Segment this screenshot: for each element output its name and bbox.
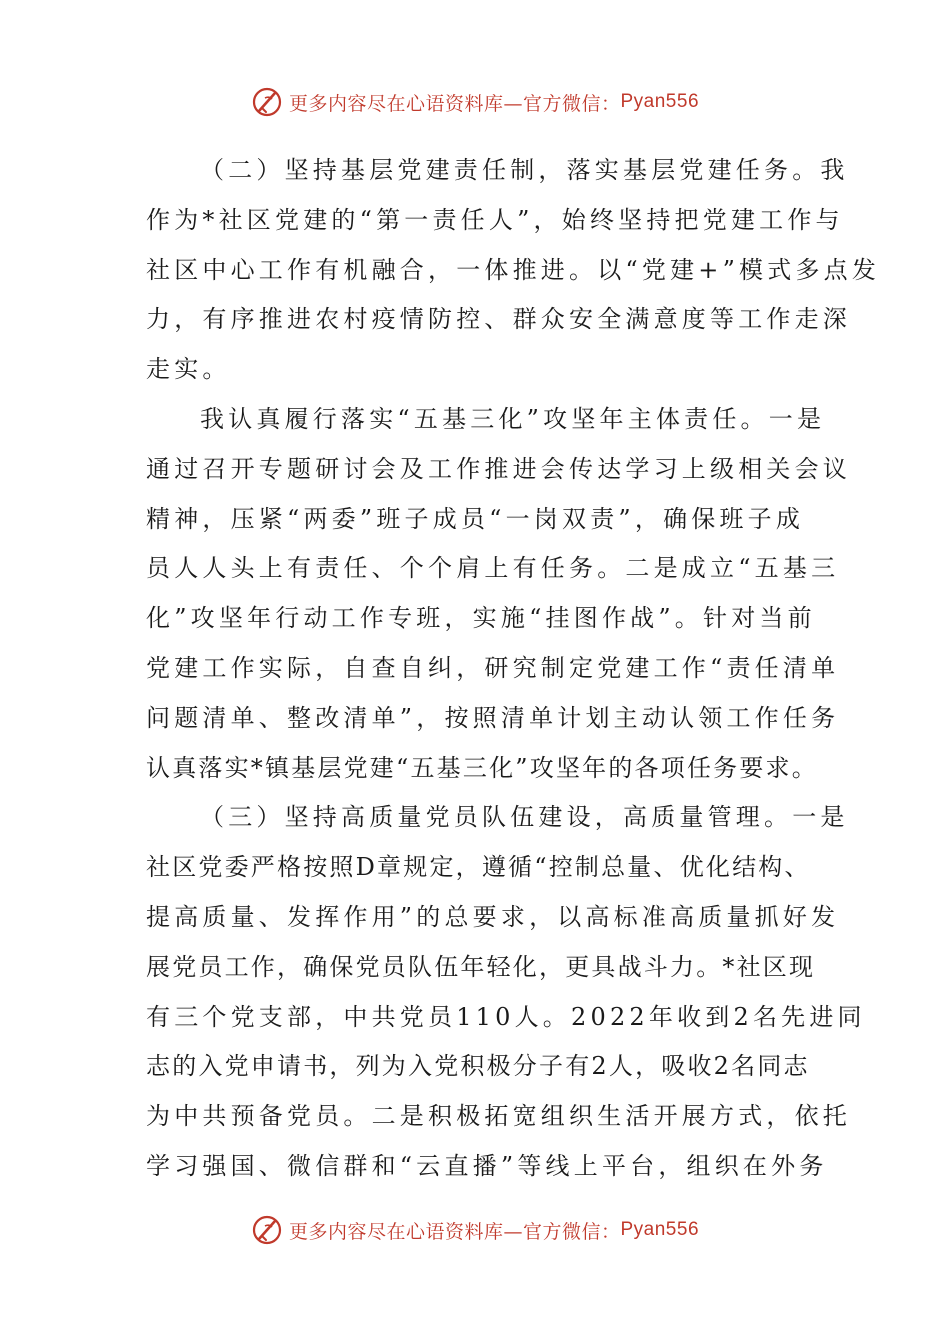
text-line: 社区党委严格按照D章规定，遵循“控制总量、优化结构、 <box>146 853 811 882</box>
header-watermark <box>0 82 950 122</box>
text-line: 认真落实*镇基层党建“五基三化”攻坚年的各项任务要求。 <box>146 753 818 782</box>
watermark-text: 更多内容尽在心语资料库—官方微信： <box>288 1220 621 1243</box>
text-line: 走实。 <box>146 355 231 384</box>
pen-logo-icon <box>251 86 283 118</box>
pen-logo-icon <box>251 1214 283 1246</box>
text-line: 作为*社区党建的“第一责任人”，始终坚持把党建工作与 <box>146 205 844 234</box>
text-line: 提高质量、发挥作用”的总要求，以高标准高质量抓好发 <box>146 902 840 931</box>
footer-watermark <box>0 1210 950 1250</box>
watermark-text: 更多内容尽在心语资料库—官方微信： <box>288 92 621 115</box>
text-line: 展党员工作，确保党员队伍年轻化，更具战斗力。*社区现 <box>146 952 816 981</box>
text-line: 力，有序推进农村疫情防控、群众安全满意度等工作走深 <box>146 305 851 334</box>
text-line: 化”攻坚年行动工作专班，实施“挂图作战”。针对当前 <box>146 604 816 633</box>
text-line: 我认真履行落实“五基三化”攻坚年主体责任。一是 <box>200 404 826 433</box>
text-line: 通过召开专题研讨会及工作推进会传达学习上级相关会议 <box>146 454 851 483</box>
text-line: 员人人头上有责任、个个肩上有任务。二是成立“五基三 <box>146 554 840 583</box>
text-line: 社区中心工作有机融合，一体推进。以“党建+”模式多点发 <box>146 255 881 284</box>
watermark-handle: Pyan556 <box>620 1219 700 1240</box>
text-line: 学习强国、微信群和“云直播”等线上平台，组织在外务 <box>146 1151 828 1180</box>
text-line: （二）坚持基层党建责任制，落实基层党建任务。我 <box>200 156 849 184</box>
text-line: （三）坚持高质量党员队伍建设，高质量管理。一是 <box>200 803 849 832</box>
document-body <box>146 146 881 1192</box>
watermark-handle: Pyan556 <box>620 91 700 112</box>
text-line: 问题清单、整改清单”，按照清单计划主动认领工作任务 <box>146 703 840 732</box>
text-line: 精神，压紧“两委”班子成员“一岗双责”，确保班子成 <box>146 504 805 533</box>
text-line: 志的入党申请书，列为入党积极分子有2人，吸收2名同志 <box>146 1052 810 1081</box>
text-line: 为中共预备党员。二是积极拓宽组织生活开展方式，依托 <box>146 1102 851 1131</box>
text-line: 有三个党支部，中共党员110人。2022年收到2名先进同 <box>146 1002 866 1031</box>
text-line: 党建工作实际，自查自纠，研究制定党建工作“责任清单 <box>146 653 840 682</box>
